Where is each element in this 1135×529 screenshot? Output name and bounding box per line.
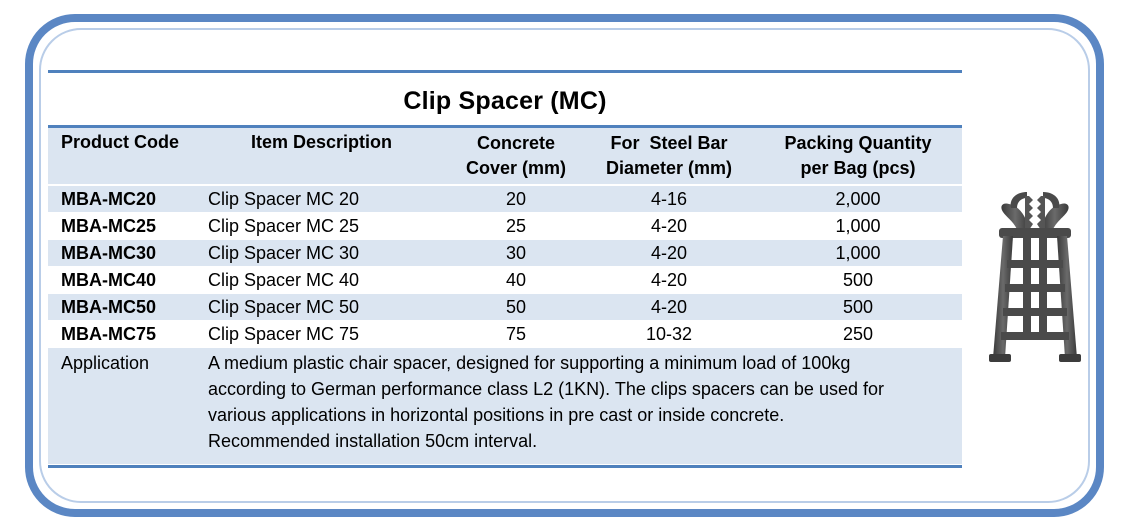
table-row	[48, 321, 962, 348]
table-row	[48, 294, 962, 321]
cell-diameter: 4-16	[584, 185, 754, 213]
cell-diameter: 4-20	[584, 267, 754, 294]
table-row	[48, 267, 962, 294]
cell-code: MBA-MC30	[48, 240, 195, 267]
cell-code: MBA-MC25	[48, 213, 195, 240]
application-line: various applications in horizontal positions in pre cast or inside concrete.	[208, 405, 785, 425]
header-packing	[754, 128, 962, 185]
application-row	[48, 348, 962, 465]
application-label: Application	[48, 348, 195, 465]
cell-code: MBA-MC40	[48, 267, 195, 294]
product-table	[48, 128, 962, 465]
cell-cover: 40	[448, 267, 584, 294]
header-packing-line1: Packing Quantity	[784, 133, 932, 153]
cell-description: Clip Spacer MC 20	[195, 185, 448, 213]
cell-cover: 50	[448, 294, 584, 321]
header-concrete-cover-line1: Concrete	[476, 133, 556, 153]
header-steel-bar-line2: Diameter (mm)	[605, 158, 733, 178]
clip-spacer-chair-icon	[985, 182, 1085, 368]
cell-cover: 25	[448, 213, 584, 240]
table-row	[48, 240, 962, 267]
application-line: according to German performance class L2 (1KN). The clips spacers can be used for	[208, 379, 884, 399]
clip-spacer-chair-icon-svg	[985, 182, 1085, 368]
spec-sheet	[48, 70, 962, 468]
cell-packing: 500	[754, 267, 962, 294]
table-row	[48, 185, 962, 213]
cell-cover: 75	[448, 321, 584, 348]
cell-code: MBA-MC20	[48, 185, 195, 213]
header-steel-bar	[584, 128, 754, 185]
cell-cover: 20	[448, 185, 584, 213]
cell-packing: 250	[754, 321, 962, 348]
header-item-description: Item Description	[195, 128, 448, 185]
page-title: Clip Spacer (MC)	[403, 87, 607, 115]
cell-code: MBA-MC50	[48, 294, 195, 321]
header-concrete-cover	[448, 128, 584, 185]
cell-cover: 30	[448, 240, 584, 267]
header-product-code: Product Code	[48, 128, 195, 185]
cell-diameter: 4-20	[584, 294, 754, 321]
cell-diameter: 4-20	[584, 240, 754, 267]
cell-diameter: 4-20	[584, 213, 754, 240]
cell-description: Clip Spacer MC 25	[195, 213, 448, 240]
header-steel-bar-line1: For Steel Bar	[610, 133, 728, 153]
cell-description: Clip Spacer MC 30	[195, 240, 448, 267]
cell-code: MBA-MC75	[48, 321, 195, 348]
cell-diameter: 10-32	[584, 321, 754, 348]
bottom-rule	[48, 465, 962, 468]
cell-packing: 2,000	[754, 185, 962, 213]
table-row	[48, 213, 962, 240]
cell-packing: 1,000	[754, 213, 962, 240]
cell-packing: 500	[754, 294, 962, 321]
header-packing-line2: per Bag (pcs)	[800, 158, 916, 178]
cell-description: Clip Spacer MC 50	[195, 294, 448, 321]
application-line: A medium plastic chair spacer, designed for supporting a minimum load of 100kg	[208, 353, 851, 373]
cell-description: Clip Spacer MC 75	[195, 321, 448, 348]
application-text	[195, 348, 962, 465]
header-concrete-cover-line2: Cover (mm)	[465, 158, 567, 178]
cell-description: Clip Spacer MC 40	[195, 267, 448, 294]
table-header-row	[48, 128, 962, 185]
application-line: Recommended installation 50cm interval.	[208, 431, 538, 451]
cell-packing: 1,000	[754, 240, 962, 267]
